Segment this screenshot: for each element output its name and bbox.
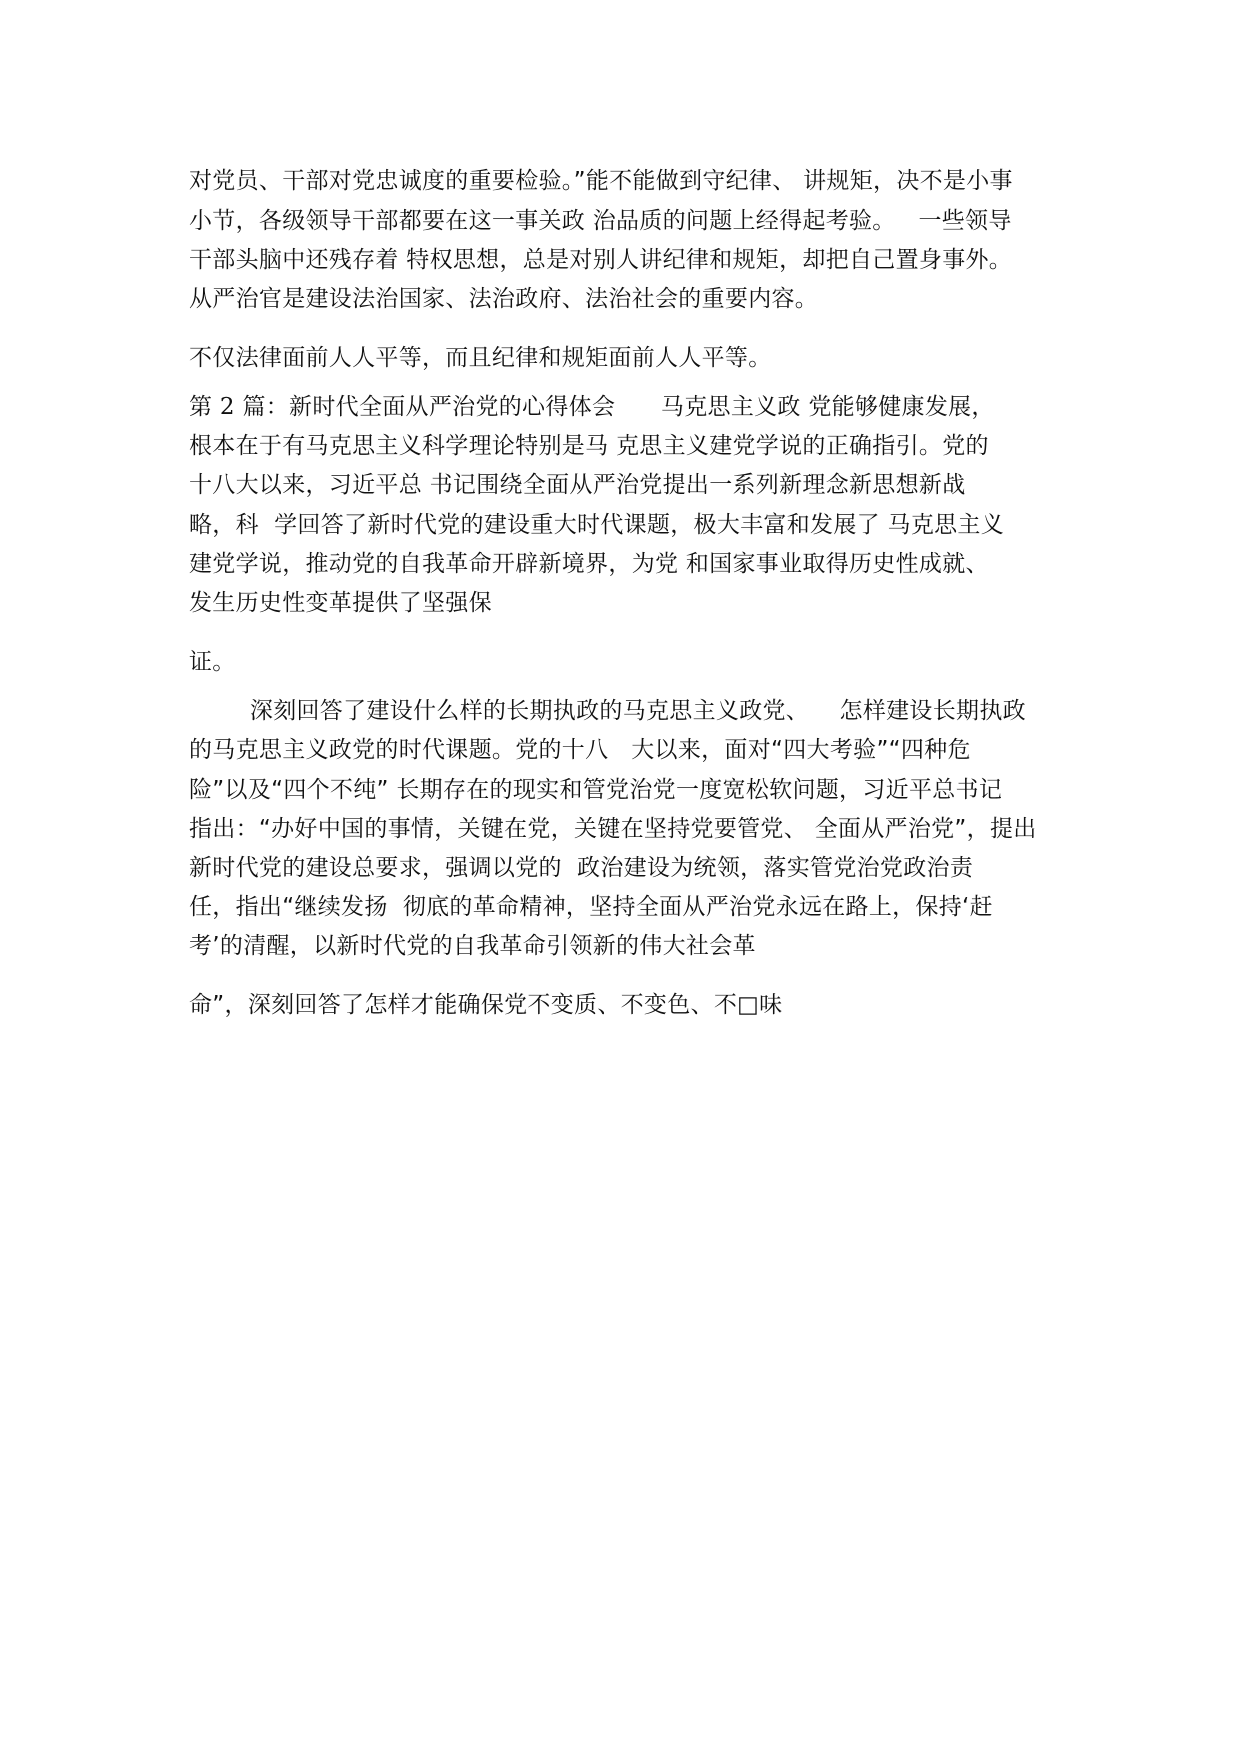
text-line: 考’的清醒，以新时代党的自我革命引领新的伟大社会革 [189,933,756,959]
text-line: 任，指出“继续发扬 彻底的革命精神，坚持全面从严治党永远在路上，保持‘赶 [189,894,993,920]
text-line: 对党员、干部对党忠诚度的重要检验。”能不能做到守纪律、 讲规矩，决不是小事 [189,168,1013,194]
text-line: 略，科 学回答了新时代党的建设重大时代课题，极大丰富和发展了 马克思主义 [189,512,1005,538]
text-line: 新时代党的建设总要求，强调以党的 政治建设为统领，落实管党治党政治责 [189,855,974,881]
text-line: 小节，各级领导干部都要在这一事关政 治品质的问题上经得起考验。 一些领导 [189,208,1012,234]
text-line: 不仅法律面前人人平等，而且纪律和规矩面前人人平等。 [189,345,772,371]
text-line: 干部头脑中还残存着 特权思想，总是对别人讲纪律和规矩，却把自己置身事外。 [189,247,1013,273]
text-line: 建党学说，推动党的自我革命开辟新境界，为党 和国家事业取得历史性成就、 [189,551,989,577]
text-line: 发生历史性变革提供了坚强保 [189,590,492,616]
text-line: 指出：“办好中国的事情，关键在党，关键在坚持党要管党、 全面从严治党”，提出 [189,816,1037,842]
section-heading-line: 第 2 篇：新时代全面从严治党的心得体会 马克思主义政 党能够健康发展， [189,394,995,420]
text-line: 深刻回答了建设什么样的长期执政的马克思主义政党、 怎样建设长期执政 [189,698,1026,724]
text-line: 证。 [189,649,236,675]
text-line: 险”以及“四个不纯” 长期存在的现实和管党治党一度宽松软问题，习近平总书记 [189,777,1003,803]
text-line: 从严治官是建设法治国家、法治政府、法治社会的重要内容。 [189,286,819,312]
text-line: 的马克思主义政党的时代课题。党的十八 大以来，面对“四大考验”“四种危 [189,737,971,763]
text-line: 十八大以来，习近平总 书记围绕全面从严治党提出一系列新理念新思想新战 [189,472,966,498]
text-line: 命”，深刻回答了怎样才能确保党不变质、不变色、不□味 [189,992,783,1018]
text-line: 根本在于有马克思主义科学理论特别是马 克思主义建党学说的正确指引。党的 [189,433,989,459]
